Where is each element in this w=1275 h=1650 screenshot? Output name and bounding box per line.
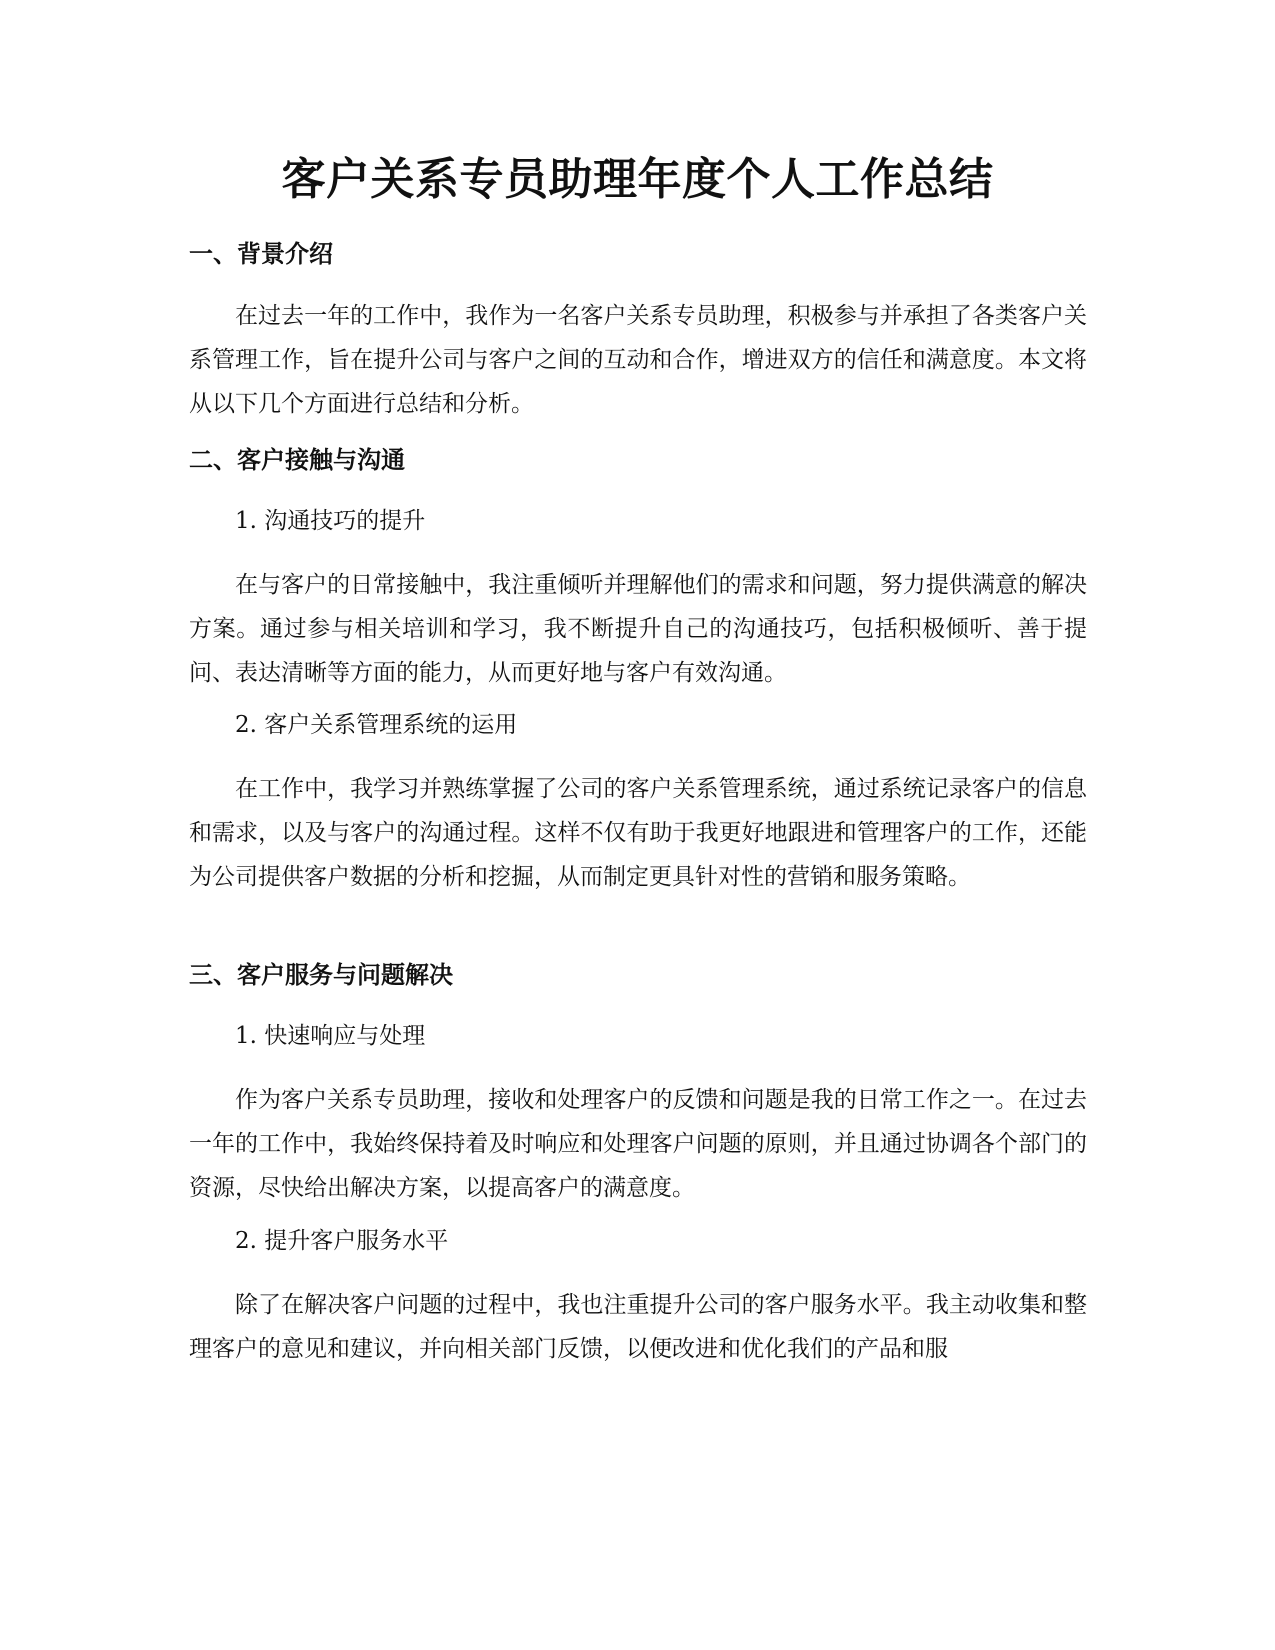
paragraph-crm-system: 在工作中，我学习并熟练掌握了公司的客户关系管理系统，通过系统记录客户的信息和需求，以及与客户的沟通过程。这样不仅有助于我更好地跟进和管理客户的工作，还能为公司提供客户数据的分析和挖掘，从而制定更具针对性的营销和服务策略。	[189, 776, 1087, 890]
subheading-service-level: 2. 提升客户服务水平	[235, 1228, 449, 1254]
section-heading-customer-service: 三、客户服务与问题解决	[189, 961, 453, 989]
subheading-quick-response: 1. 快速响应与处理	[235, 1023, 426, 1049]
paragraph-quick-response: 作为客户关系专员助理，接收和处理客户的反馈和问题是我的日常工作之一。在过去一年的工作中，我始终保持着及时响应和处理客户问题的原则，并且通过协调各个部门的资源，尽快给出解决方案，以提高客户的满意度。	[189, 1087, 1087, 1201]
paragraph-communication-skills: 在与客户的日常接触中，我注重倾听并理解他们的需求和问题，努力提供满意的解决方案。通过参与相关培训和学习，我不断提升自己的沟通技巧，包括积极倾听、善于提问、表达清晰等方面的能力，从而更好地与客户有效沟通。	[189, 572, 1087, 686]
document-title: 客户关系专员助理年度个人工作总结	[281, 154, 994, 205]
subheading-crm-system: 2. 客户关系管理系统的运用	[235, 712, 518, 738]
section-heading-customer-contact: 二、客户接触与沟通	[189, 446, 405, 474]
paragraph-background: 在过去一年的工作中，我作为一名客户关系专员助理，积极参与并承担了各类客户关系管理工作，旨在提升公司与客户之间的互动和合作，增进双方的信任和满意度。本文将从以下几个方面进行总结和分析。	[189, 303, 1087, 417]
section-heading-background: 一、背景介绍	[189, 240, 333, 268]
subheading-communication-skills: 1. 沟通技巧的提升	[235, 508, 426, 534]
paragraph-service-level: 除了在解决客户问题的过程中，我也注重提升公司的客户服务水平。我主动收集和整理客户的意见和建议，并向相关部门反馈，以便改进和优化我们的产品和服	[189, 1292, 1087, 1362]
